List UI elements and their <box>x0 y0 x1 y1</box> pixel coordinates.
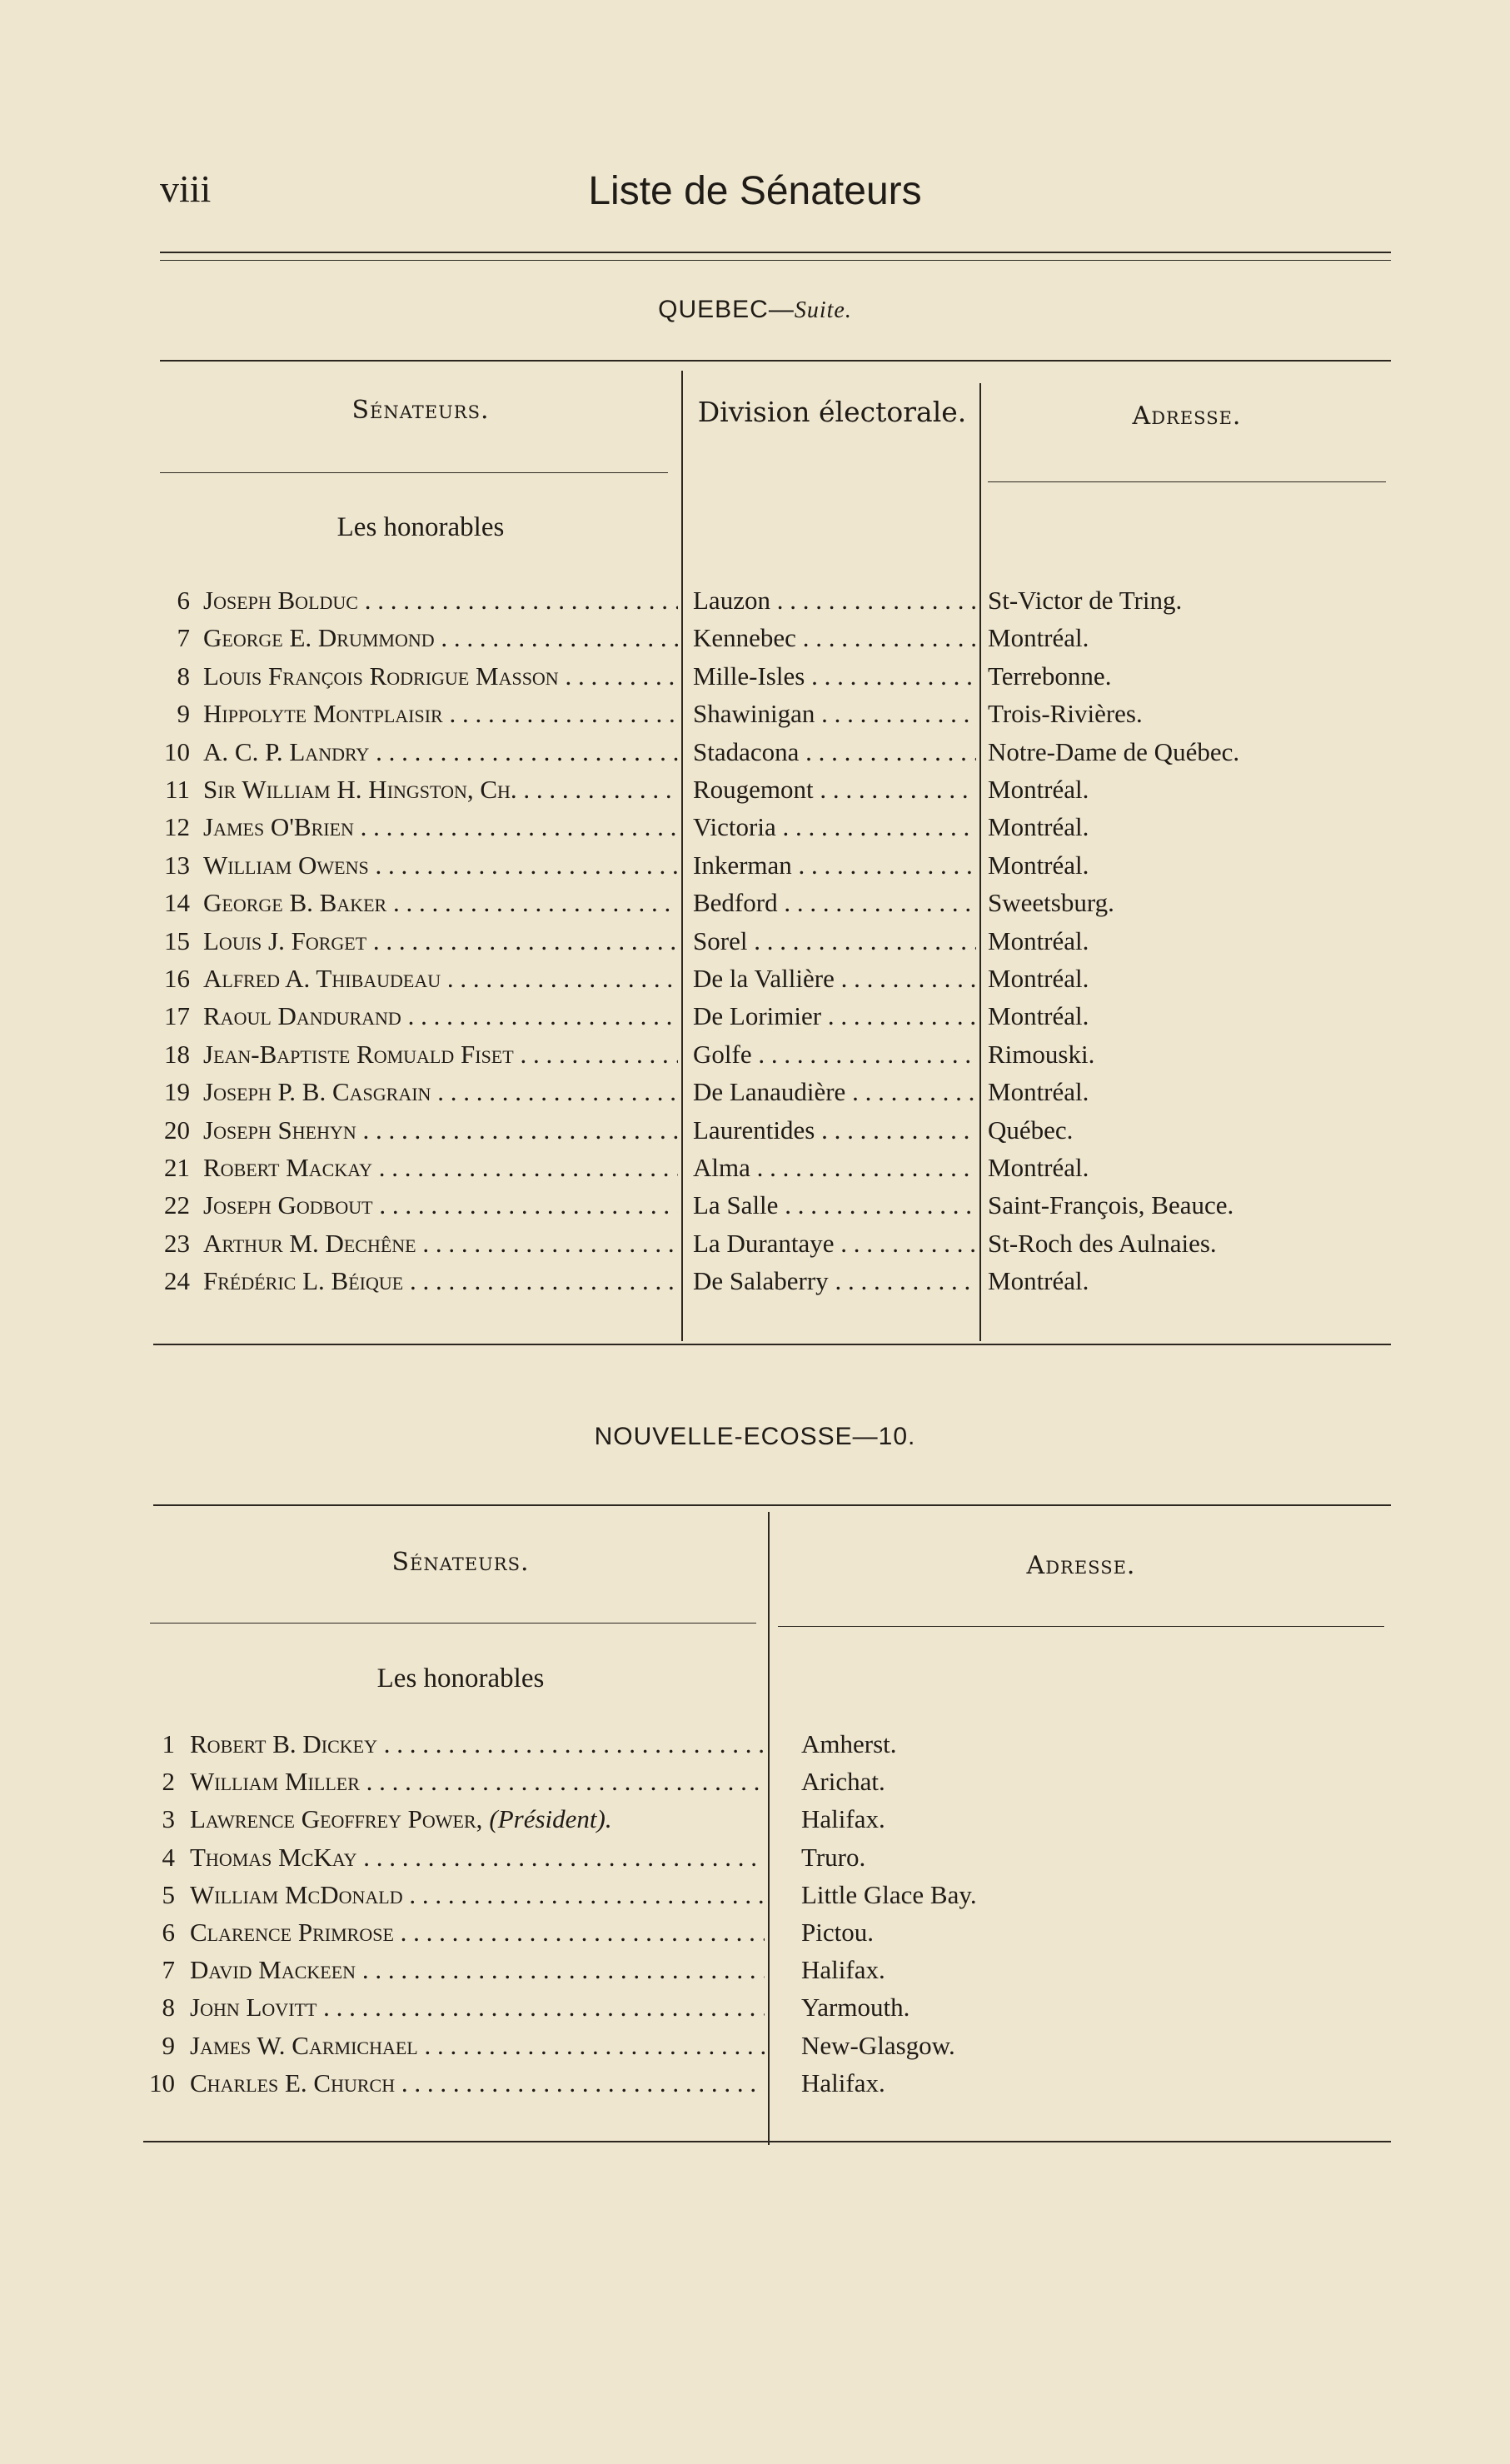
table-row <box>0 737 1510 775</box>
leader-dots <box>821 1001 976 1030</box>
table-row <box>0 661 1510 699</box>
senator-address: Sweetsburg. <box>988 888 1114 918</box>
leader-dots <box>356 1955 765 1984</box>
senator-address: Notre-Dame de Québec. <box>988 736 1240 766</box>
leader-dots <box>770 586 976 615</box>
table-row <box>0 1918 1510 1955</box>
senator-number: 4 <box>162 1842 175 1872</box>
table-row <box>0 1115 1510 1153</box>
table-row <box>0 623 1510 661</box>
table-row <box>0 850 1510 888</box>
senator-name-text: Alfred A. Thibaudeau <box>203 964 441 993</box>
electoral-division <box>693 964 976 994</box>
leader-dots <box>373 1190 678 1220</box>
senator-name-text: Joseph Shehyn <box>203 1115 356 1145</box>
senator-name <box>190 1880 765 1910</box>
senator-number: 10 <box>164 736 190 766</box>
senator-address: Halifax. <box>801 2067 885 2097</box>
leader-dots <box>394 1918 765 1947</box>
senator-name <box>190 1955 765 1985</box>
senator-address: Montréal. <box>988 925 1089 955</box>
table-row <box>0 699 1510 736</box>
electoral-division-text: Sorel <box>693 925 748 955</box>
ns-header-rule-right <box>778 1626 1384 1627</box>
senator-number: 14 <box>164 888 190 918</box>
senator-number: 1 <box>162 1729 175 1758</box>
electoral-division-text: Inkerman <box>693 850 792 880</box>
quebec-col-address: Adresse. <box>1132 402 1242 431</box>
senator-name-text: Sir William H. Hingston, Ch. <box>203 775 517 804</box>
senator-name-text: David Mackeen <box>190 1955 356 1985</box>
leader-dots <box>559 661 678 691</box>
quebec-header-rule-left <box>160 472 668 473</box>
senator-address: Montréal. <box>988 964 1089 993</box>
senator-name-text: A. C. P. Landry <box>203 736 370 766</box>
senator-number: 2 <box>162 1767 175 1797</box>
leader-dots <box>377 1729 765 1758</box>
electoral-division <box>693 1190 976 1220</box>
senator-number: 18 <box>164 1039 190 1069</box>
electoral-division-text: De Lorimier <box>693 1001 822 1031</box>
senator-name-text: Frédéric L. Béique <box>203 1266 404 1296</box>
senator-name-text: Clarence Primrose <box>190 1918 394 1947</box>
leader-dots <box>514 1040 678 1069</box>
electoral-division <box>693 586 976 616</box>
senator-name-text: James W. Carmichael <box>190 2030 418 2060</box>
leader-dots <box>750 1153 976 1182</box>
leader-dots <box>386 888 678 917</box>
leader-dots <box>778 888 976 917</box>
senator-number: 10 <box>149 2067 175 2097</box>
leader-dots <box>805 661 976 691</box>
senator-name-text: Louis François Rodrigue Masson <box>203 661 559 691</box>
senator-number: 17 <box>164 1001 190 1031</box>
senator-number: 20 <box>164 1115 190 1145</box>
senator-name <box>203 737 678 767</box>
senator-name <box>203 1190 678 1220</box>
leader-dots <box>431 1077 678 1106</box>
leader-dots <box>778 1190 976 1220</box>
senator-name <box>203 1266 678 1296</box>
senator-name-text: Joseph Bolduc <box>203 586 358 615</box>
senator-name-text: Hippolyte Montplaisir <box>203 699 443 729</box>
senator-number: 6 <box>162 1918 175 1947</box>
senator-address: Halifax. <box>801 1955 885 1985</box>
senator-address: Québec. <box>988 1115 1074 1145</box>
senator-number: 23 <box>164 1228 190 1258</box>
table-row <box>0 1153 1510 1190</box>
senator-number: 9 <box>177 699 190 729</box>
table-row <box>0 812 1510 850</box>
electoral-division-text: Kennebec <box>693 623 796 653</box>
electoral-division <box>693 888 976 918</box>
electoral-division <box>693 1266 976 1296</box>
electoral-division <box>693 1001 976 1031</box>
electoral-division-text: Victoria <box>693 812 776 842</box>
senator-name <box>203 1040 678 1070</box>
leader-dots <box>443 699 678 728</box>
ns-col-address: Adresse. <box>1026 1551 1136 1580</box>
quebec-title: QUEBEC— <box>658 296 795 323</box>
senator-address: St-Roch des Aulnaies. <box>988 1228 1217 1258</box>
senator-name-text: Jean-Baptiste Romuald Fiset <box>203 1039 514 1069</box>
electoral-division-text: De Lanaudière <box>693 1077 846 1107</box>
table-row <box>0 1767 1510 1804</box>
leader-dots <box>799 737 976 766</box>
electoral-division <box>693 661 976 691</box>
table-row <box>0 1040 1510 1077</box>
senator-number: 13 <box>164 850 190 880</box>
header-rule-top <box>160 252 1391 253</box>
electoral-division <box>693 1153 976 1183</box>
senator-number: 7 <box>177 623 190 653</box>
electoral-division-text: La Durantaye <box>693 1228 835 1258</box>
electoral-division <box>693 1229 976 1259</box>
quebec-col-division: Division électorale. <box>697 396 967 428</box>
table-row <box>0 586 1510 623</box>
senator-name-text: Arthur M. Dechêne <box>203 1228 416 1258</box>
senator-name-text: Charles E. Church <box>190 2067 396 2097</box>
senator-address: Montréal. <box>988 1077 1089 1107</box>
senator-number: 5 <box>162 1879 175 1909</box>
leader-dots <box>845 1077 976 1106</box>
senator-number: 15 <box>164 925 190 955</box>
senator-name <box>203 586 678 616</box>
leader-dots <box>356 1115 678 1145</box>
senator-address: Saint-François, Beauce. <box>988 1190 1234 1220</box>
senator-number: 8 <box>162 1993 175 2023</box>
electoral-division-text: De Salaberry <box>693 1266 829 1296</box>
leader-dots <box>369 850 678 880</box>
leader-dots <box>316 1993 765 2022</box>
senator-address: Halifax. <box>801 1804 885 1834</box>
senator-name <box>203 1001 678 1031</box>
leader-dots <box>366 926 678 955</box>
senator-name <box>203 1115 678 1145</box>
senator-number: 6 <box>177 586 190 615</box>
electoral-division <box>693 812 976 842</box>
leader-dots <box>358 586 678 615</box>
senator-address: Little Glace Bay. <box>801 1879 977 1909</box>
senator-name <box>203 964 678 994</box>
leader-dots <box>360 1767 765 1796</box>
senator-address: St-Victor de Tring. <box>988 586 1183 615</box>
senator-name <box>203 926 678 956</box>
senator-name <box>190 1729 765 1759</box>
senator-name-text: William McDonald <box>190 1879 403 1909</box>
ns-honorables-label: Les honorables <box>376 1663 545 1693</box>
senator-address: Terrebonne. <box>988 661 1112 691</box>
leader-dots <box>747 926 976 955</box>
quebec-section-title <box>0 296 1510 324</box>
senator-name-text: Louis J. Forget <box>203 925 367 955</box>
electoral-division-text: Alma <box>693 1153 750 1182</box>
table-row <box>0 1229 1510 1266</box>
senator-name-text: Thomas McKay <box>190 1842 357 1872</box>
senator-address: Trois-Rivières. <box>988 699 1143 729</box>
table-row <box>0 2068 1510 2106</box>
electoral-division <box>693 850 976 880</box>
electoral-division-text: Golfe <box>693 1039 752 1069</box>
senator-name <box>190 2031 765 2061</box>
table-row <box>0 1993 1510 2030</box>
leader-dots <box>815 699 976 728</box>
leader-dots <box>835 1229 976 1258</box>
senator-name <box>190 1993 765 2023</box>
electoral-division-text: Bedford <box>693 888 778 918</box>
electoral-division <box>693 699 976 729</box>
table-row <box>0 1266 1510 1304</box>
quebec-header-rule-right <box>988 481 1386 482</box>
senator-address: Yarmouth. <box>801 1993 910 2023</box>
leader-dots <box>792 850 976 880</box>
senator-address: Montréal. <box>988 623 1089 653</box>
quebec-honorables-label: Les honorables <box>336 512 505 542</box>
leader-dots <box>829 1266 976 1295</box>
leader-dots <box>517 775 678 804</box>
senator-name <box>203 888 678 918</box>
leader-dots <box>357 1843 765 1872</box>
electoral-division <box>693 1077 976 1107</box>
leader-dots <box>401 1001 678 1030</box>
quebec-table-bottom-rule <box>153 1344 1391 1345</box>
senator-name <box>203 775 678 805</box>
senator-name-text: Robert B. Dickey <box>190 1729 377 1758</box>
electoral-division <box>693 926 976 956</box>
senator-address: Montréal. <box>988 850 1089 880</box>
senator-name <box>203 661 678 691</box>
electoral-division-text: De la Vallière <box>693 964 835 993</box>
electoral-division-text: Mille-Isles <box>693 661 805 691</box>
senator-name-text: Joseph Godbout <box>203 1190 373 1220</box>
table-row <box>0 775 1510 812</box>
senator-number: 12 <box>164 812 190 842</box>
leader-dots <box>435 623 678 652</box>
leader-dots <box>835 964 976 993</box>
leader-dots <box>403 1880 765 1909</box>
table-row <box>0 964 1510 1001</box>
senator-address: Montréal. <box>988 1153 1089 1182</box>
senator-name-text: Lawrence Geoffrey Power, <box>190 1804 483 1834</box>
senator-name <box>203 812 678 842</box>
ns-header-rule-left <box>150 1623 756 1624</box>
leader-dots <box>395 2068 765 2097</box>
senator-address: Arichat. <box>801 1767 885 1797</box>
leader-dots <box>416 1229 678 1258</box>
senator-name <box>203 1229 678 1259</box>
electoral-division-text: Rougemont <box>693 775 814 804</box>
senator-name-text: William Owens <box>203 850 369 880</box>
table-row <box>0 888 1510 925</box>
electoral-division <box>693 1115 976 1145</box>
electoral-division-text: La Salle <box>693 1190 779 1220</box>
header-rule-bottom <box>160 260 1391 261</box>
senator-address: New-Glasgow. <box>801 2030 955 2060</box>
quebec-col-senators: Sénateurs. <box>351 396 490 425</box>
leader-dots <box>752 1040 976 1069</box>
senator-name-text: William Miller <box>190 1767 360 1797</box>
leader-dots <box>372 1153 678 1182</box>
senator-number: 21 <box>164 1153 190 1182</box>
leader-dots <box>814 775 976 804</box>
senator-number: 11 <box>165 775 190 804</box>
senator-number: 8 <box>177 661 190 691</box>
table-row <box>0 2031 1510 2068</box>
senator-name-text: Robert Mackay <box>203 1153 372 1182</box>
senator-address: Montréal. <box>988 1266 1089 1296</box>
table-row <box>0 1190 1510 1228</box>
senator-title-extra: (Président). <box>489 1804 612 1834</box>
electoral-division-text: Shawinigan <box>693 699 815 729</box>
leader-dots <box>796 623 976 652</box>
electoral-division-text: Lauzon <box>693 586 770 615</box>
leader-dots <box>354 812 678 841</box>
page-title: Liste de Sénateurs <box>588 169 922 213</box>
senator-address: Montréal. <box>988 775 1089 804</box>
table-row <box>0 1804 1510 1842</box>
table-row <box>0 1001 1510 1039</box>
table-row <box>0 1729 1510 1767</box>
electoral-division-text: Laurentides <box>693 1115 815 1145</box>
leader-dots <box>403 1266 678 1295</box>
leader-dots <box>815 1115 976 1145</box>
senator-name <box>190 1767 765 1797</box>
leader-dots <box>418 2031 765 2060</box>
table-row <box>0 1880 1510 1918</box>
senator-name-text: James O'Brien <box>203 812 354 842</box>
table-row <box>0 926 1510 964</box>
table-row <box>0 1077 1510 1115</box>
senator-name <box>203 850 678 880</box>
page-number: viii <box>160 167 212 210</box>
table-row <box>0 1955 1510 1993</box>
senator-name-text: John Lovitt <box>190 1993 317 2023</box>
senator-name-text: George E. Drummond <box>203 623 435 653</box>
senator-number: 24 <box>164 1266 190 1296</box>
senator-name <box>203 699 678 729</box>
senator-name <box>190 1804 765 1834</box>
senator-address: Amherst. <box>801 1729 897 1758</box>
senator-name <box>203 623 678 653</box>
quebec-title-suffix: Suite. <box>794 297 852 323</box>
ns-table-bottom-rule <box>143 2141 1391 2142</box>
senator-number: 16 <box>164 964 190 993</box>
electoral-division-text: Stadacona <box>693 736 800 766</box>
leader-dots <box>369 737 678 766</box>
senator-number: 19 <box>164 1077 190 1107</box>
senator-name <box>203 1077 678 1107</box>
senator-address: Pictou. <box>801 1918 874 1947</box>
senator-name-text: Raoul Dandurand <box>203 1001 401 1031</box>
nova-scotia-section-title: NOUVELLE-ECOSSE—10. <box>594 1423 916 1450</box>
table-row <box>0 1843 1510 1880</box>
quebec-table-top-rule <box>160 360 1391 362</box>
senator-name <box>190 2068 765 2098</box>
leader-dots <box>776 812 976 841</box>
electoral-division <box>693 737 976 767</box>
senator-address: Montréal. <box>988 812 1089 842</box>
senator-name <box>190 1918 765 1948</box>
ns-col-senators: Sénateurs. <box>391 1548 530 1577</box>
senator-name <box>203 1153 678 1183</box>
senator-number: 3 <box>162 1804 175 1834</box>
senator-number: 22 <box>164 1190 190 1220</box>
electoral-division <box>693 775 976 805</box>
senator-address: Truro. <box>801 1842 866 1872</box>
ns-table-top-rule <box>153 1504 1391 1506</box>
senator-name <box>190 1843 765 1873</box>
electoral-division <box>693 623 976 653</box>
senator-number: 7 <box>162 1955 175 1985</box>
senator-address: Montréal. <box>988 1001 1089 1031</box>
senator-name-text: George B. Baker <box>203 888 387 918</box>
senator-name-text: Joseph P. B. Casgrain <box>203 1077 431 1107</box>
senator-address: Rimouski. <box>988 1039 1095 1069</box>
leader-dots <box>441 964 678 993</box>
electoral-division <box>693 1040 976 1070</box>
senator-number: 9 <box>162 2030 175 2060</box>
